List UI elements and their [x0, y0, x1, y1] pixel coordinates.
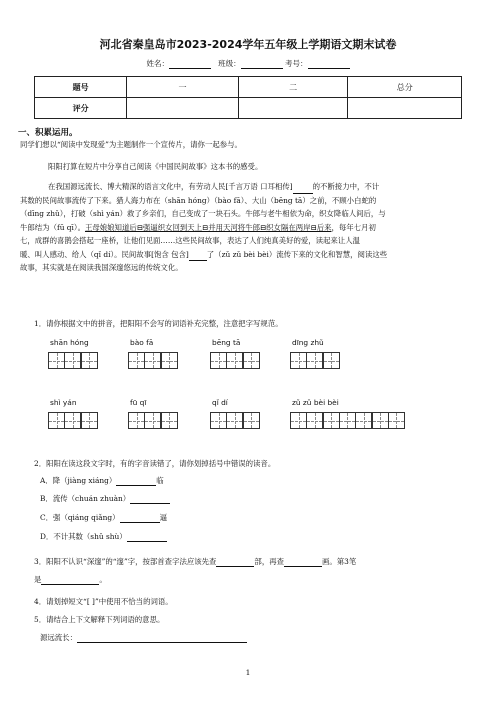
pinyin-label: shān hóng	[50, 338, 89, 347]
question-1: 1．请你根据文中的拼音，把阳阳不会写的词语补充完整，注意把字写规范。	[34, 319, 283, 328]
name-label: 姓名：	[146, 59, 169, 68]
writing-grid[interactable]	[290, 412, 404, 429]
writing-grid[interactable]	[128, 352, 177, 369]
page-title: 河北省秦皇岛市2023-2024学年五年级上学期语文期末试卷	[99, 38, 397, 51]
passage	[20, 180, 462, 275]
passage-line: 故事，其实就是在阅读我国深邃悠远的传统文化。	[20, 263, 183, 272]
option-c: C．强（qiáng qiǎng） 逼	[40, 513, 167, 522]
paragraph-1: 阳阳打算在短片中分享自己阅读《中国民间故事》这本书的感受。	[48, 162, 263, 171]
score-header-item: 题号	[35, 77, 127, 98]
intro-text: 同学们想以“阅读中发现爱”为主题制作一个宣传片，请你一起参与。	[20, 140, 242, 149]
option-b: B．流传（chuán zhuàn）	[40, 493, 170, 504]
name-field[interactable]	[169, 60, 211, 69]
score-header-one: 一	[127, 77, 239, 98]
score-cell-one[interactable]	[127, 98, 239, 119]
passage-line: 在我国源远流长、博大精深的语言文化中，有劳动人民[千言万语 口耳相传] 的不断接力中，不计	[34, 180, 462, 194]
writing-grid[interactable]	[48, 412, 97, 429]
pinyin-label: qǐ dí	[212, 398, 228, 407]
score-cell-total[interactable]	[348, 98, 462, 119]
passage-line: 七，成群的喜鹊会搭起一座桥，让他们见面……这些民间故事，表达了人们纯真美好的爱，读起来让人温	[20, 236, 360, 245]
writing-grid[interactable]	[128, 412, 177, 429]
score-cell-two[interactable]	[238, 98, 348, 119]
question-5-item: 源远流长：	[40, 632, 247, 643]
passage-line: 其数的民间故事流传了下来。猎人海力布在（shān hóng）（bào fā）、大山（bēng tā）之前，不顾小白蛇的	[20, 195, 377, 205]
passage-line: 牛郎结为（fū qī）。王母娘娘知道后⊟强逼织女回到天上⊟并用天河将牛郎⊟织女隔在两岸⊟后来，每年七月初	[20, 222, 376, 232]
question-3-cont: 是 。	[34, 575, 107, 584]
score-row-label: 评分	[35, 98, 127, 119]
passage-line: （dīng zhǔ），打破（shì yán）救了乡亲们，自己变成了一块石头。牛郎与老牛相依为命，织女降临人间后，与	[20, 209, 386, 218]
class-label: 班级：	[218, 59, 241, 68]
passage-line: 暖、叫人感动、给人（qǐ dí）。民间故事[饱含 包含] 了（zǔ zǔ bèi bèi）流传下来的文化和智慧，阅读这些	[20, 248, 462, 262]
option-d: D．不计其数（shǔ shù）	[40, 531, 167, 542]
writing-grid[interactable]	[48, 352, 97, 369]
writing-grid[interactable]	[210, 412, 259, 429]
id-field[interactable]	[308, 60, 350, 69]
class-field[interactable]	[241, 60, 283, 69]
score-table-score-row	[35, 98, 462, 119]
id-label: 考号：	[285, 59, 308, 68]
page-number: 1	[245, 668, 251, 677]
pinyin-label: dīng zhǔ	[292, 338, 324, 347]
writing-grid[interactable]	[210, 352, 259, 369]
writing-grid[interactable]	[290, 352, 339, 369]
pinyin-label: bào fā	[130, 338, 154, 347]
option-a: A．降（jiàng xiáng） 临	[40, 476, 164, 485]
pinyin-label: fū qī	[130, 398, 147, 407]
question-3: 3．阳阳不认识“深邃”的“邃”字，按部首查字法应该先查 部，再查 画。第3笔	[34, 557, 357, 566]
score-header-two: 二	[238, 77, 348, 98]
pinyin-label: shì yán	[50, 398, 77, 407]
score-table-header-row	[35, 77, 462, 98]
student-info-line	[0, 58, 496, 69]
score-table	[34, 76, 462, 119]
pinyin-label: zǔ zǔ bèi bèi	[292, 398, 339, 407]
section-heading: 一、积累运用。	[18, 128, 78, 138]
question-4: 4．请划掉短文“[ ]”中使用不恰当的词语。	[34, 597, 173, 606]
question-2: 2．阳阳在读这段文字时，有的字音读错了，请你划掉括号中错误的读音。	[34, 459, 276, 468]
pinyin-label: bēng tā	[212, 338, 241, 347]
score-header-total: 总分	[348, 77, 462, 98]
question-5: 5．请结合上下文解释下列词语的意思。	[34, 615, 165, 624]
